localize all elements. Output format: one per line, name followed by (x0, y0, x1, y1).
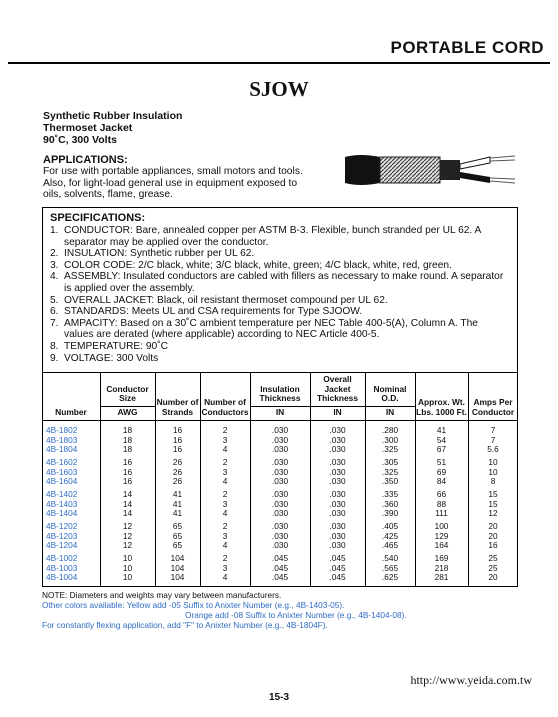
table-cell: .425 (381, 530, 399, 541)
table-cell: 7 (490, 434, 496, 445)
table-header-rule (42, 420, 518, 421)
table-cell: 7 (490, 425, 496, 435)
table-cell: .030 (329, 521, 346, 531)
table-cell: 104 (170, 562, 185, 573)
table-cell: .030 (329, 530, 346, 541)
table-cell: .280 (381, 425, 399, 435)
table-cell: .030 (329, 457, 346, 467)
table-cell: 41 (172, 508, 183, 518)
cable-illustration-icon (340, 145, 520, 195)
table-cell: .030 (271, 466, 289, 477)
part-number: 4B-1004 (46, 572, 78, 582)
column-header: Number (55, 406, 87, 417)
table-cell: 65 (172, 521, 183, 531)
table-cell: 20 (488, 572, 498, 582)
table-cell: 10 (488, 457, 498, 467)
table-row (42, 563, 518, 573)
table-cell: .045 (271, 562, 289, 573)
table-cell: 12 (122, 530, 133, 541)
column-divider (200, 372, 201, 587)
column-divider (250, 372, 251, 587)
table-cell: 41 (436, 425, 447, 435)
column-divider (365, 372, 366, 587)
table-cell: 2 (222, 425, 228, 435)
table-cell: .030 (271, 540, 289, 550)
header-rule (8, 62, 550, 64)
table-cell: 12 (122, 540, 133, 550)
column-header: Number of Strands (156, 397, 199, 417)
table-cell: 18 (122, 434, 133, 445)
notes (42, 590, 407, 630)
table-cell: .030 (271, 530, 289, 541)
table-cell: 3 (222, 466, 228, 477)
table-cell: .335 (381, 489, 399, 499)
table-cell: 164 (434, 540, 449, 550)
table-cell: 84 (436, 476, 447, 486)
table-cell: .350 (381, 476, 399, 486)
table-cell: 3 (222, 498, 228, 509)
table-cell: 14 (122, 508, 133, 518)
part-number: 4B-1802 (46, 425, 78, 435)
table-cell: 281 (434, 572, 449, 582)
table-cell: 10 (122, 562, 133, 573)
table-cell: .405 (381, 521, 399, 531)
table-cell: 66 (436, 489, 447, 499)
part-number: 4B-1003 (46, 562, 78, 573)
table-cell: .045 (329, 562, 346, 573)
part-number: 4B-1202 (46, 521, 78, 531)
table-row (42, 508, 518, 518)
table-cell: 14 (122, 498, 133, 509)
table-cell: 10 (488, 466, 498, 477)
table-cell: .030 (329, 489, 346, 499)
table-row (42, 521, 518, 531)
table-cell: 2 (222, 489, 228, 499)
part-number: 4B-1804 (46, 444, 78, 454)
table-cell: 26 (172, 476, 183, 486)
table-cell: 69 (436, 466, 447, 477)
spec-item: 2. INSULATION: Synthetic rubber per UL 62. (50, 248, 255, 260)
table-cell: 16 (122, 476, 133, 486)
column-divider (310, 372, 311, 587)
column-divider (100, 372, 101, 587)
part-number: 4B-1002 (46, 553, 78, 563)
table-cell: 26 (172, 466, 183, 477)
table-cell: 16 (122, 457, 133, 467)
table-cell: .030 (329, 476, 346, 486)
table-cell: 2 (222, 521, 228, 531)
spec-item: 4. ASSEMBLY: Insulated conductors are cabled with fillers as necessary to make round. A separator is applied over the assembly. (50, 271, 504, 294)
table-row (42, 531, 518, 541)
table-cell: 4 (222, 572, 228, 582)
table-cell: 4 (222, 540, 228, 550)
table-cell: 16 (122, 466, 133, 477)
part-number: 4B-1403 (46, 498, 78, 509)
table-cell: 129 (434, 530, 449, 541)
table-cell: 41 (172, 498, 183, 509)
table-cell: .030 (329, 434, 346, 445)
column-header: Overall Jacket Thickness IN (310, 372, 365, 420)
table-cell: .030 (271, 508, 289, 518)
table-cell: .030 (329, 498, 346, 509)
table-cell: .465 (381, 540, 399, 550)
table-cell: 5.6 (487, 444, 499, 454)
page-number: 15-3 (268, 692, 289, 703)
table-cell: 15 (488, 498, 498, 509)
table-cell: 100 (434, 521, 449, 531)
column-header: Number of Conductors (201, 397, 249, 417)
table-cell: .030 (329, 425, 346, 435)
table-cell: 4 (222, 476, 228, 486)
table-row (42, 435, 518, 445)
column-header: Insulation Thickness IN (250, 372, 310, 420)
table-row (42, 553, 518, 563)
table-cell: 88 (436, 498, 447, 509)
table-cell: .030 (271, 457, 289, 467)
table-cell: 104 (170, 572, 185, 582)
table-cell: 16 (172, 444, 183, 454)
table-body (42, 425, 518, 582)
table-cell: .390 (381, 508, 399, 518)
table-cell: 54 (436, 434, 447, 445)
product-title: SJOW (249, 77, 309, 101)
table-cell: .030 (329, 508, 346, 518)
table-cell: 20 (488, 530, 498, 541)
spec-item: 9. VOLTAGE: 300 Volts (50, 352, 159, 364)
applications-heading: APPLICATIONS: (43, 154, 128, 166)
table-cell: 65 (172, 530, 183, 541)
note-line: For constantly flexing application, add "F" to Anixter Number (e.g., 4B-1804F). (42, 620, 328, 630)
column-divider (468, 372, 469, 587)
table-row (42, 572, 518, 582)
table-cell: 3 (222, 434, 228, 445)
table-cell: 10 (122, 572, 133, 582)
table-cell: 8 (490, 476, 496, 486)
applications-text: For use with portable appliances, small motors and tools. Also, for light-load general use in equipment exposed to oils, solvents, flame, grease. (43, 166, 303, 200)
description-line: 90˚C, 300 Volts (43, 134, 117, 146)
note-line: NOTE: Diameters and weights may vary between manufacturers. (42, 590, 282, 600)
table-cell: 25 (488, 562, 498, 573)
table-cell: .030 (271, 521, 289, 531)
table-cell: 16 (172, 434, 183, 445)
table-cell: .030 (271, 444, 289, 454)
table-cell: 65 (172, 540, 183, 550)
part-number: 4B-1402 (46, 489, 78, 499)
table-row (42, 489, 518, 499)
part-number: 4B-1404 (46, 508, 78, 518)
note-line: Orange add -08 Suffix to Anixter Number (e.g., 4B-1404-08). (185, 610, 407, 620)
table-cell: 51 (436, 457, 447, 467)
part-number: 4B-1803 (46, 434, 78, 445)
table-cell: 18 (122, 425, 133, 435)
table-cell: 14 (122, 489, 133, 499)
table-cell: 218 (434, 562, 449, 573)
table-header (42, 372, 518, 420)
table-cell: .030 (271, 434, 289, 445)
part-number: 4B-1204 (46, 540, 78, 550)
table-cell: 16 (488, 540, 498, 550)
table-cell: 26 (172, 457, 183, 467)
table-cell: .325 (381, 444, 399, 454)
part-number: 4B-1203 (46, 530, 78, 541)
part-number: 4B-1603 (46, 466, 78, 477)
table-row (42, 476, 518, 486)
table-row (42, 499, 518, 509)
column-header: Conductor Size AWG (100, 372, 155, 420)
table-cell: .030 (271, 489, 289, 499)
table-cell: .045 (271, 572, 289, 582)
table-cell: 10 (122, 553, 133, 563)
table-cell: 67 (436, 444, 447, 454)
table-cell: .045 (329, 572, 346, 582)
table-cell: .305 (381, 457, 399, 467)
table-cell: 3 (222, 530, 228, 541)
table-cell: 169 (434, 553, 449, 563)
table-cell: 20 (488, 521, 498, 531)
table-row (42, 540, 518, 550)
table-cell: 2 (222, 553, 228, 563)
spec-item: 6. STANDARDS: Meets UL and CSA requirements for Type SJOOW. (50, 306, 363, 318)
table-cell: .030 (271, 498, 289, 509)
spec-item: 3. COLOR CODE: 2/C black, white; 3/C black, white, green; 4/C black, white, red, green. (50, 259, 452, 271)
table-cell: .325 (381, 466, 399, 477)
table-cell: .360 (381, 498, 399, 509)
column-header: Nominal O.D. IN (365, 372, 415, 420)
table-cell: .045 (271, 553, 289, 563)
table-cell: 4 (222, 444, 228, 454)
table-row (42, 425, 518, 435)
table-cell: .030 (329, 466, 346, 477)
table-cell: 111 (435, 508, 448, 518)
footer-url: http://www.yeida.com.tw (410, 673, 532, 687)
table-cell: 12 (488, 508, 498, 518)
table-row (42, 457, 518, 467)
table-cell: 3 (222, 562, 228, 573)
note-line: Other colors available: Yellow add -05 Suffix to Anixter Number (e.g., 4B-1403-05). (42, 600, 345, 610)
spec-item: 1. CONDUCTOR: Bare, annealed copper per ASTM B-3. Flexible, bunch stranded per UL 62. A separator may be applied over the conductor. (50, 225, 481, 248)
specifications-heading: SPECIFICATIONS: (50, 212, 146, 224)
part-number: 4B-1602 (46, 457, 78, 467)
part-number: 4B-1604 (46, 476, 78, 486)
column-header: Approx. Wt. Lbs. 1000 Ft. (416, 397, 467, 417)
table-row (42, 467, 518, 477)
table-cell: .030 (329, 540, 346, 550)
table-cell: 15 (488, 489, 498, 499)
description-line: Thermoset Jacket (43, 122, 133, 134)
column-divider (155, 372, 156, 587)
table-cell: .565 (381, 562, 399, 573)
table-cell: .540 (381, 553, 399, 563)
spec-item: 8. TEMPERATURE: 90˚C (50, 340, 168, 352)
table-cell: .030 (271, 476, 289, 486)
table-cell: 4 (222, 508, 228, 518)
table-cell: 41 (172, 489, 183, 499)
table-cell: .300 (381, 434, 399, 445)
table-cell: .045 (329, 553, 346, 563)
spec-item: 7. AMPACITY: Based on a 30˚C ambient temperature per NEC Table 400-5(A), Column A. The values are derated (where applicable) according to NEC Article 400-5. (50, 317, 478, 341)
column-header: Amps Per Conductor (471, 397, 515, 417)
table-cell: 18 (122, 444, 133, 454)
table-cell: 12 (122, 521, 133, 531)
specifications-list (50, 225, 510, 364)
column-divider (415, 372, 416, 587)
table-cell: 104 (170, 553, 185, 563)
table-row (42, 444, 518, 454)
spec-item: 5. OVERALL JACKET: Black, oil resistant thermoset compound per UL 62. (50, 294, 388, 306)
description-line: Synthetic Rubber Insulation (43, 110, 183, 122)
section-title: PORTABLE CORD (390, 38, 544, 57)
table-cell: .625 (381, 572, 399, 582)
table-cell: .030 (329, 444, 346, 454)
table-cell: 16 (172, 425, 183, 435)
table-cell: 2 (222, 457, 228, 467)
table-cell: .030 (271, 425, 289, 435)
table-cell: 25 (488, 553, 498, 563)
product-description (43, 110, 182, 146)
